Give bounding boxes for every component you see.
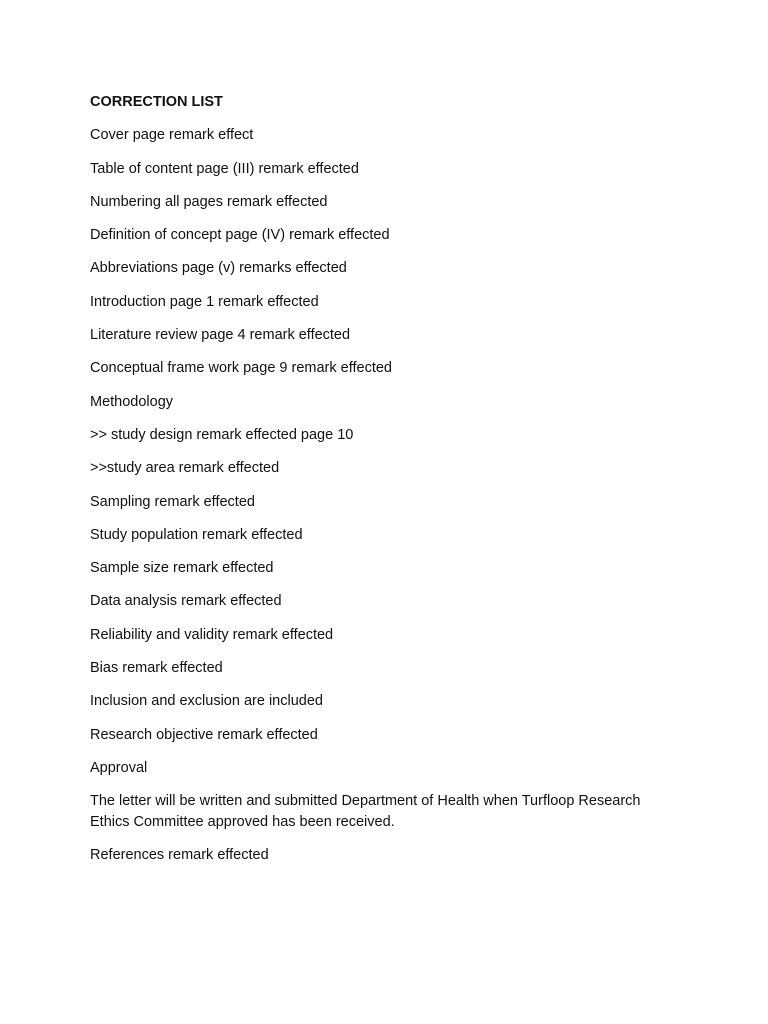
correction-item: Sample size remark effected bbox=[90, 560, 274, 577]
correction-item: Cover page remark effect bbox=[90, 127, 254, 144]
correction-item: Introduction page 1 remark effected bbox=[90, 293, 319, 310]
correction-item: Literature review page 4 remark effected bbox=[90, 327, 351, 344]
document-body bbox=[90, 92, 680, 878]
document-title: CORRECTION LIST bbox=[90, 94, 223, 110]
correction-item: Sampling remark effected bbox=[90, 493, 255, 510]
correction-item: Abbreviations page (v) remarks effected bbox=[90, 260, 347, 277]
correction-item: Research objective remark effected bbox=[90, 726, 318, 743]
section-heading-methodology: Methodology bbox=[90, 393, 174, 410]
section-heading-approval: Approval bbox=[90, 759, 148, 776]
correction-item: References remark effected bbox=[90, 847, 269, 864]
correction-item: Reliability and validity remark effected bbox=[90, 626, 334, 643]
correction-item: Study population remark effected bbox=[90, 526, 303, 543]
correction-item: Conceptual frame work page 9 remark effected bbox=[90, 360, 392, 377]
correction-item: Bias remark effected bbox=[90, 660, 223, 677]
correction-item: Inclusion and exclusion are included bbox=[90, 693, 323, 710]
correction-item: Data analysis remark effected bbox=[90, 593, 282, 610]
correction-item: >>study area remark effected bbox=[90, 460, 280, 477]
correction-item: Table of content page (III) remark effected bbox=[90, 160, 359, 177]
correction-item: Definition of concept page (IV) remark effected bbox=[90, 227, 390, 244]
correction-item: Numbering all pages remark effected bbox=[90, 193, 328, 210]
correction-item: >> study design remark effected page 10 bbox=[90, 426, 354, 443]
approval-paragraph: The letter will be written and submitted Department of Health when Turfloop Research Ethics Committee approved has been received. bbox=[90, 793, 645, 830]
